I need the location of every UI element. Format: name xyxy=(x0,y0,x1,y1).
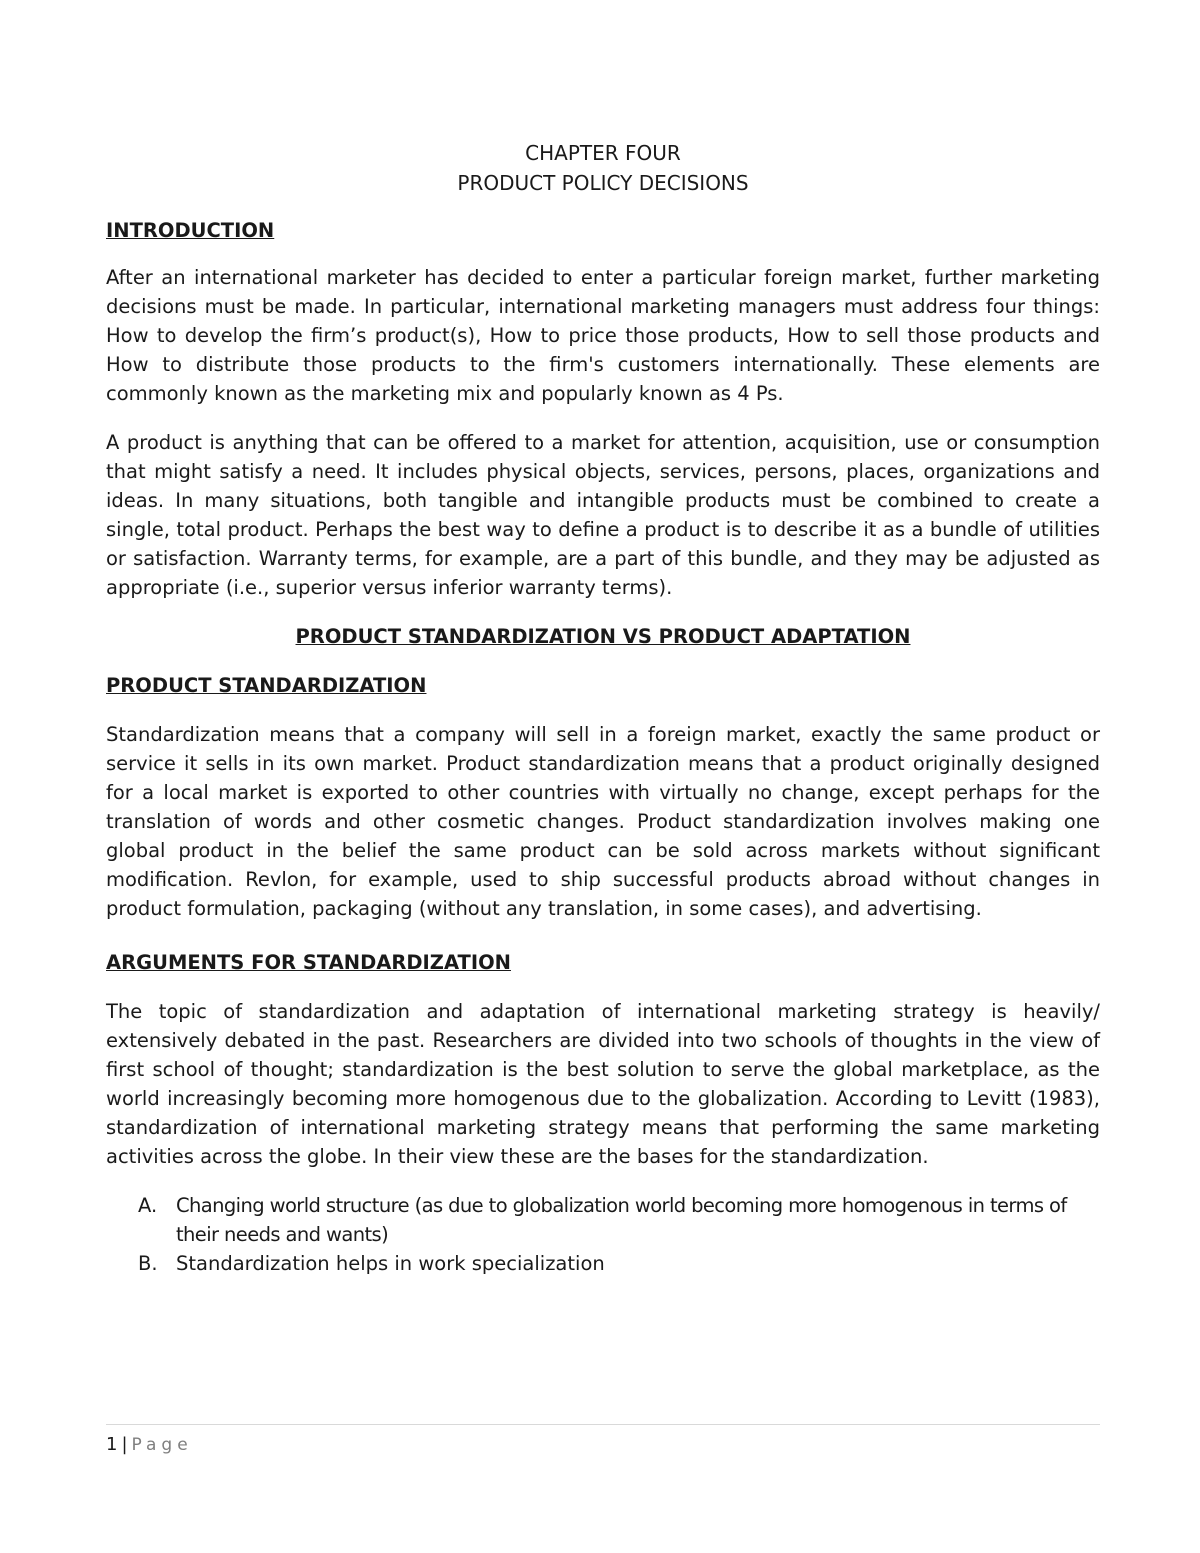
page-footer xyxy=(106,1424,1100,1458)
arguments-heading: ARGUMENTS FOR STANDARDIZATION xyxy=(106,951,511,974)
introduction-heading: INTRODUCTION xyxy=(106,219,275,242)
list-marker: A. xyxy=(138,1194,158,1217)
page-word: Page xyxy=(131,1435,193,1455)
introduction-paragraph-1: After an international marketer has decided to enter a particular foreign market, further marketing decisions must be made. In particular, international marketing managers must address four things: How to develop the firm’s product(s), How to price those products, How to sell those products and How to distribute those products to the firm's customers internationally. These elements are commonly known as the marketing mix and popularly known as 4 Ps. xyxy=(106,266,1100,405)
footer-separator: | xyxy=(121,1434,128,1455)
chapter-title: CHAPTER FOUR xyxy=(525,141,681,165)
list-item xyxy=(106,1249,1100,1278)
list-item-text: Standardization helps in work specialization xyxy=(176,1252,605,1275)
arguments-list xyxy=(106,1191,1100,1278)
list-item xyxy=(106,1191,1100,1249)
section-title: PRODUCT STANDARDIZATION VS PRODUCT ADAPTATION xyxy=(295,625,911,648)
page-number: 1 xyxy=(106,1434,118,1455)
list-item-text: Changing world structure (as due to globalization world becoming more homogenous in terms of their needs and wants) xyxy=(176,1194,1067,1246)
arguments-paragraph: The topic of standardization and adaptation of international marketing strategy is heavily/ extensively debated in the past. Researchers are divided into two schools of thoughts in the view of first school of thought; standardization is the best solution to serve the global marketplace, as the world increasingly becoming more homogenous due to the globalization. According to Levitt (1983), standardization of international marketing strategy means that performing the same marketing activities across the globe. In their view these are the bases for the standardization. xyxy=(106,1000,1100,1168)
introduction-paragraph-2: A product is anything that can be offered to a market for attention, acquisition, use or consumption that might satisfy a need. It includes physical objects, services, persons, places, organizations and ideas. In many situations, both tangible and intangible products must be combined to create a single, total product. Perhaps the best way to define a product is to describe it as a bundle of utilities or satisfaction. Warranty terms, for example, are a part of this bundle, and they may be adjusted as appropriate (i.e., superior versus inferior warranty terms). xyxy=(106,431,1100,599)
standardization-paragraph: Standardization means that a company will sell in a foreign market, exactly the same product or service it sells in its own market. Product standardization means that a product originally designed for a local market is exported to other countries with virtually no change, except perhaps for the translation of words and other cosmetic changes. Product standardization involves making one global product in the belief the same product can be sold across markets without significant modification. Revlon, for example, used to ship successful products abroad without changes in product formulation, packaging (without any translation, in some cases), and advertising. xyxy=(106,723,1100,920)
list-marker: B. xyxy=(138,1252,158,1275)
standardization-heading: PRODUCT STANDARDIZATION xyxy=(106,674,427,697)
page-content xyxy=(106,138,1100,1278)
chapter-subtitle: PRODUCT POLICY DECISIONS xyxy=(457,171,749,195)
